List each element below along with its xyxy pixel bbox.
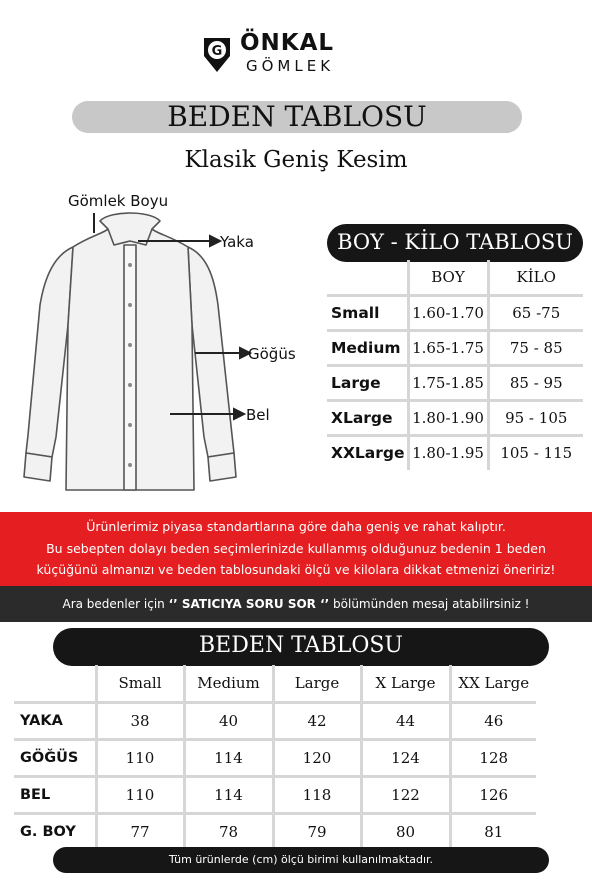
ask-seller-banner [0,586,592,622]
size-label: Small [327,295,408,330]
size-table-title: BEDEN TABLOSU [199,633,403,658]
height-value: 1.80-1.95 [408,435,488,470]
measure-value: 124 [361,739,450,776]
ask-seller-text [0,595,592,613]
height-weight-title-banner [327,224,583,262]
table-row [14,702,536,739]
header-empty-cell [14,665,96,702]
shirt-label-collar: Yaka [220,233,254,251]
ask-prefix: Ara bedenler için [62,597,165,611]
size-label: Large [327,365,408,400]
weight-value: 95 - 105 [488,400,583,435]
size-table-title-banner [53,628,549,666]
height-weight-title: BOY - KİLO TABLOSU [337,230,573,254]
header-empty-cell [327,260,408,295]
weight-value: 85 - 95 [488,365,583,400]
shirt-label-waist: Bel [246,406,270,424]
table-row [14,739,536,776]
table-header-row [327,260,583,295]
size-label: XXLarge [327,435,408,470]
ask-suffix: bölümünden mesaj atabilirsiniz ! [333,597,530,611]
brand-logo [200,30,400,80]
page-subtitle: Klasik Geniş Kesim [184,147,408,173]
measure-value: 42 [273,702,361,739]
measure-value: 120 [273,739,361,776]
height-weight-table [327,260,583,470]
measure-value: 80 [361,813,450,850]
height-value: 1.60-1.70 [408,295,488,330]
title-banner [72,101,522,133]
header-size: XX Large [450,665,536,702]
page-title: BEDEN TABLOSU [167,100,427,133]
header-size: Small [96,665,184,702]
table-row [327,330,583,365]
logo-emblem-icon [200,34,234,74]
measure-value: 114 [184,739,273,776]
measure-label: GÖĞÜS [14,739,96,776]
size-table [14,665,536,850]
measure-label: G. BOY [14,813,96,850]
footer-banner [53,847,549,873]
shirt-label-length: Gömlek Boyu [68,192,169,210]
weight-value: 65 -75 [488,295,583,330]
table-row [327,365,583,400]
measure-value: 128 [450,739,536,776]
table-row [14,813,536,850]
size-label: Medium [327,330,408,365]
height-value: 1.75-1.85 [408,365,488,400]
size-label: XLarge [327,400,408,435]
header-height: BOY [408,260,488,295]
measure-value: 81 [450,813,536,850]
table-row [14,776,536,813]
height-value: 1.80-1.90 [408,400,488,435]
measure-value: 122 [361,776,450,813]
measure-value: 77 [96,813,184,850]
measure-value: 110 [96,776,184,813]
table-header-row [14,665,536,702]
measure-label: BEL [14,776,96,813]
notice-line-1: Ürünlerimiz piyasa standartlarına göre daha geniş ve rahat kalıptır. [86,519,506,534]
measure-value: 44 [361,702,450,739]
header-size: Medium [184,665,273,702]
measure-value: 79 [273,813,361,850]
brand-subname: GÖMLEK [246,57,335,75]
footer-note: Tüm ürünlerde (cm) ölçü birimi kullanılmaktadır. [168,853,434,866]
header-weight: KİLO [488,260,583,295]
brand-name: ÖNKAL [240,30,335,56]
measure-value: 38 [96,702,184,739]
measure-value: 40 [184,702,273,739]
notice-line-2: Bu sebepten dolayı beden seçimlerinizde kullanmış olduğunuz bedenin 1 beden [46,541,546,556]
notice-banner [0,512,592,586]
notice-line-3: küçüğünü almanızı ve beden tablosundaki ölçü ve kilolara dikkat etmenizi öneririz! [36,562,556,577]
measure-value: 110 [96,739,184,776]
header-size: Large [273,665,361,702]
measure-label: YAKA [14,702,96,739]
measure-value: 78 [184,813,273,850]
weight-value: 105 - 115 [488,435,583,470]
measure-value: 46 [450,702,536,739]
logo-mark-letter: G [211,44,223,59]
table-row [327,435,583,470]
header-size: X Large [361,665,450,702]
measure-value: 118 [273,776,361,813]
table-row [327,400,583,435]
table-row [327,295,583,330]
measure-value: 114 [184,776,273,813]
height-value: 1.65-1.75 [408,330,488,365]
measure-value: 126 [450,776,536,813]
weight-value: 75 - 85 [488,330,583,365]
ask-highlight: ‘’ SATICIYA SORU SOR ‘’ [168,597,330,611]
shirt-label-chest: Göğüs [248,345,296,363]
